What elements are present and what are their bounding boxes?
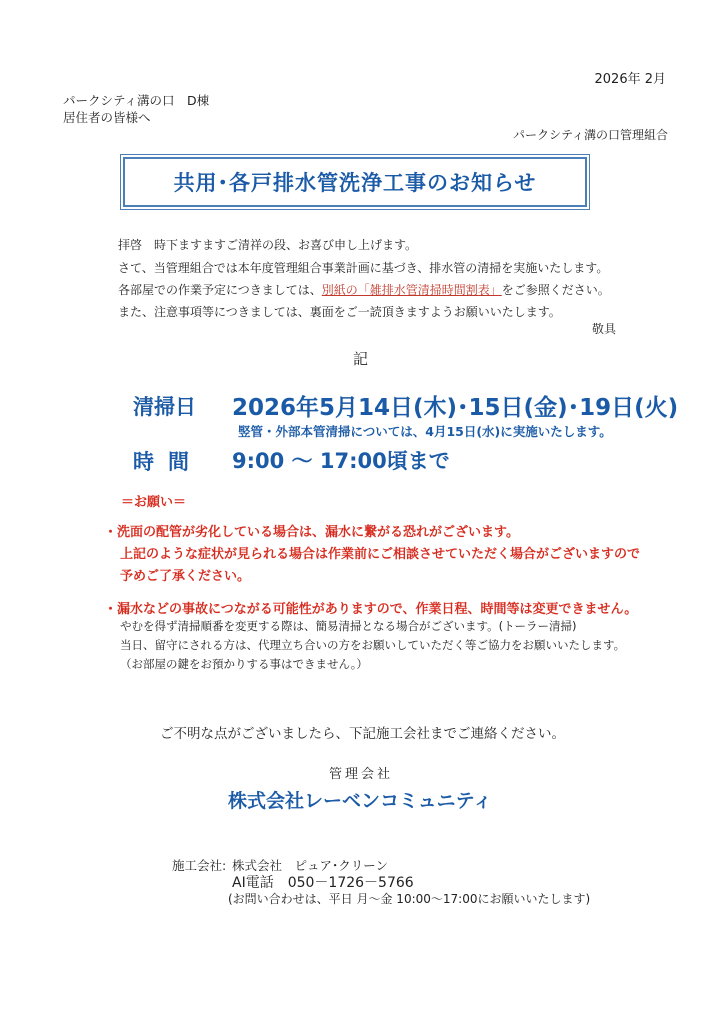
body-line-3-post: をご参照ください。 (501, 283, 610, 297)
contractor-phone[interactable]: AI電話 050－1726－5766 (232, 875, 414, 891)
request-1-line-1: 洗面の配管が劣化している場合は、漏水に繋がる恐れがございます。 (117, 525, 519, 540)
contact-message: ご不明な点がございましたら、下記施工会社までご連絡ください。 (160, 726, 565, 742)
body-line-2: さて、当管理組合では本年度管理組合事業計画に基づき、排水管の清掃を実施いたします。 (118, 261, 609, 275)
contact-hours: (お問い合わせは、平日 月～金 10:00～17:00にお願いいたします) (228, 892, 591, 906)
time-value: 9:00 ～ 17:00頃まで (232, 449, 450, 473)
cleaning-date-value: 2026年5月14日(木)･15日(金)･19日(火) (232, 395, 679, 421)
request-2-line-1: 漏水などの事故につながる可能性がありますので、作業日程、時間等は変更できません。 (117, 602, 638, 617)
requests-heading: ＝お願い＝ (121, 495, 187, 510)
manager-label: 管理会社 (329, 767, 394, 782)
greeting-line: 拝啓 時下ますますご清祥の段、お喜び申し上げます。 (118, 238, 418, 252)
manager-name: 株式会社レーベンコミュニティ (228, 790, 493, 812)
recipient-building: パークシティ溝の口 D棟 (63, 93, 210, 108)
recipient-residents: 居住者の皆様へ (63, 110, 151, 125)
contractor-name: 株式会社 ピュア･クリーン (232, 858, 389, 873)
request-item-1 (104, 521, 519, 540)
request-item-2 (104, 598, 637, 617)
closing: 敬具 (591, 322, 616, 336)
body-line-3 (118, 281, 610, 298)
body-line-3-pre: 各部屋での作業予定につきましては、 (118, 283, 322, 297)
cleaning-date-label: 清掃日 (133, 395, 196, 419)
request-2-sub-1: やむを得ず清掃順番を変更する際は、簡易清掃となる場合がございます。(トーラー清掃) (120, 619, 577, 633)
title-box (123, 157, 587, 207)
timetable-link[interactable]: 別紙の「雑排水管清掃時間割表」 (321, 283, 502, 297)
cleaning-date-note: 竪管・外部本管清掃については、4月15日(水)に実施いたします。 (238, 424, 612, 439)
contractor-label: 施工会社: (172, 858, 227, 873)
body-line-4: また、注意事項等につきましては、裏面をご一読頂きますようお願いいたします。 (118, 305, 561, 319)
bullet: ・ (104, 602, 118, 617)
request-1-line-2: 上記のような症状が見られる場合は作業前にご相談させていただく場合がございますので (120, 547, 641, 562)
request-1-line-3: 予めご了承ください。 (120, 569, 251, 584)
bullet: ・ (104, 525, 118, 540)
notice-title: 共用･各戸排水管洗浄工事のお知らせ (173, 171, 537, 195)
request-2-sub-3: （お部屋の鍵をお預かりする事はできません。） (120, 657, 368, 671)
request-2-sub-2: 当日、留守にされる方は、代理立ち合いの方をお願いしていただく等ご協力をお願いいたします。 (120, 638, 626, 652)
sender: パークシティ溝の口管理組合 (512, 128, 668, 142)
issue-date: 2026年 2月 (594, 72, 666, 87)
time-label: 時間 (133, 450, 203, 474)
ki-heading: 記 (353, 350, 369, 368)
